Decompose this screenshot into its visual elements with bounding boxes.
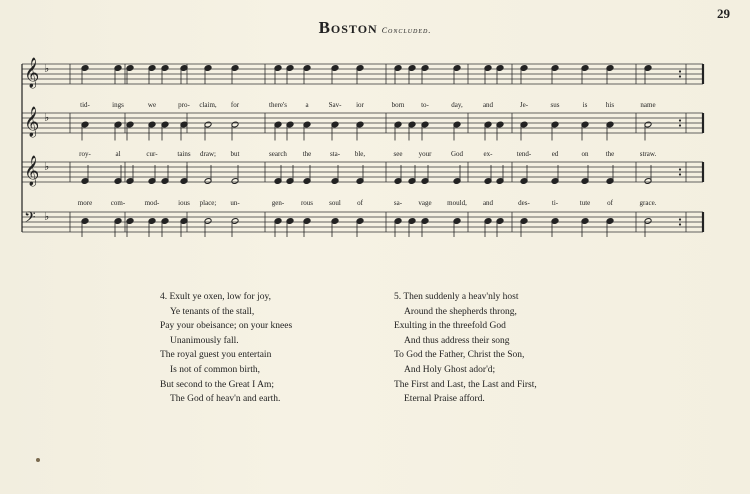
lyric-syllable: we [147,101,157,109]
lyric-syllable: mould, [447,199,467,207]
lyric-syllable: the [302,150,312,158]
lyric-syllable: is [582,101,588,109]
lyric-syllable: born [391,101,405,109]
lyric-syllable: Je- [519,101,529,109]
lyric-syllable: tains [177,150,191,158]
flat-sign-icon: ♭ [44,160,50,173]
verse-line: The God of heav'n and earth. [170,394,281,405]
repeat-dot [679,218,681,220]
lyric-syllable: claim, [199,101,217,109]
verse-line: Is not of common birth, [170,364,260,375]
lyric-syllable: God [450,150,464,158]
lyric-syllable: of [607,199,613,207]
verse-line: The royal guest you entertain [160,350,272,361]
lyric-syllable: com- [110,199,126,207]
treble-clef-icon: 𝄞 [24,156,40,186]
lyric-syllable: his [605,101,615,109]
lyric-syllable: straw. [639,150,657,158]
lyric-syllable: vage [418,199,432,207]
lyric-syllable: Sav- [328,101,342,109]
lyric-syllable: soul [329,199,341,207]
verse-line: 5. Then suddenly a heav'nly host [394,292,519,302]
treble-clef-icon: 𝄞 [24,107,40,137]
lyric-syllable: grace. [639,199,657,207]
lyric-syllable: name [640,101,656,109]
verse-line: 4. Exult ye oxen, low for joy, [160,292,271,302]
lyric-syllable: pro- [178,101,190,109]
lyric-syllable: ti- [551,199,559,207]
bass-clef-icon: 𝄢 [24,209,36,230]
verse-line: Eternal Praise afford. [404,394,485,405]
lyric-syllable: of [357,199,363,207]
lyric-syllable: and [482,101,494,109]
lyric-syllable: des- [518,199,530,207]
repeat-dot [679,119,681,121]
lyric-syllable: ious [178,199,190,207]
verse-line: Around the shepherds throng, [404,306,517,317]
lyrics-line-3 [20,199,710,209]
treble-clef-icon: 𝄞 [24,58,40,88]
flat-sign-icon: ♭ [44,210,50,223]
page-number: 29 [717,6,730,21]
lyric-syllable: sta- [329,150,341,158]
verse-4 [160,290,292,407]
lyric-syllable: search [269,150,287,158]
lyric-syllable: un- [230,199,240,207]
lyric-syllable: ior [356,101,364,109]
lyric-syllable: see [393,150,403,158]
lyric-syllable: place; [199,199,217,207]
lyric-syllable: to- [421,101,429,109]
lyric-syllable: rous [300,199,314,207]
verse-line: To God the Father, Christ the Son, [394,350,525,361]
lyrics-line-2 [20,150,710,160]
lyric-syllable: the [605,150,615,158]
verse-line: And thus address their song [404,335,510,346]
title-sub: Concluded. [381,26,432,35]
lyric-syllable: a [305,101,309,109]
repeat-dot [679,75,681,77]
lyric-syllable: ble, [354,150,366,158]
paper-blemish [36,458,40,462]
lyric-syllable: gen- [271,199,285,207]
lyric-syllable: draw; [200,150,216,158]
lyric-syllable: and [482,199,494,207]
lyric-syllable: sus [550,101,560,109]
lyric-syllable: more [77,199,93,207]
lyric-syllable: tute [579,199,591,207]
repeat-dot [679,124,681,126]
verse-line: Pay your obeisance; on your knees [160,321,293,332]
lyric-syllable: your [418,150,432,158]
lyric-syllable: day, [451,101,463,109]
lyric-syllable: for [230,101,240,109]
title-main: Boston [318,18,378,37]
repeat-dot [679,173,681,175]
lyric-syllable: al [115,150,121,158]
lyric-syllable: ings [112,101,124,109]
lyric-syllable: roy- [79,150,91,158]
lyric-syllable: on [581,150,589,158]
flat-sign-icon: ♭ [44,62,50,75]
lyric-syllable: tend- [516,150,532,158]
verse-line: But second to the Great I Am; [160,379,274,390]
lyric-syllable: but [230,150,240,158]
lyric-syllable: there's [269,101,287,109]
verse-line: The First and Last, the Last and First, [394,379,537,390]
repeat-dot [679,223,681,225]
lyric-syllable: sa- [393,199,403,207]
repeat-dot [679,168,681,170]
verse-5 [394,290,537,407]
verse-line: Unanimously fall. [170,335,239,346]
lyrics-line-1 [20,101,710,111]
repeat-dot [679,70,681,72]
lyric-syllable: ed [551,150,559,158]
lyric-syllable: tid- [80,101,90,109]
verse-line: Exulting in the threefold God [394,321,506,332]
lyric-syllable: cur- [146,150,158,158]
flat-sign-icon: ♭ [44,111,50,124]
lyric-syllable: mod- [144,199,160,207]
lyric-syllable: ex- [483,150,493,158]
verse-line: And Holy Ghost ador'd; [404,364,496,375]
verse-line: Ye tenants of the stall, [170,306,255,317]
